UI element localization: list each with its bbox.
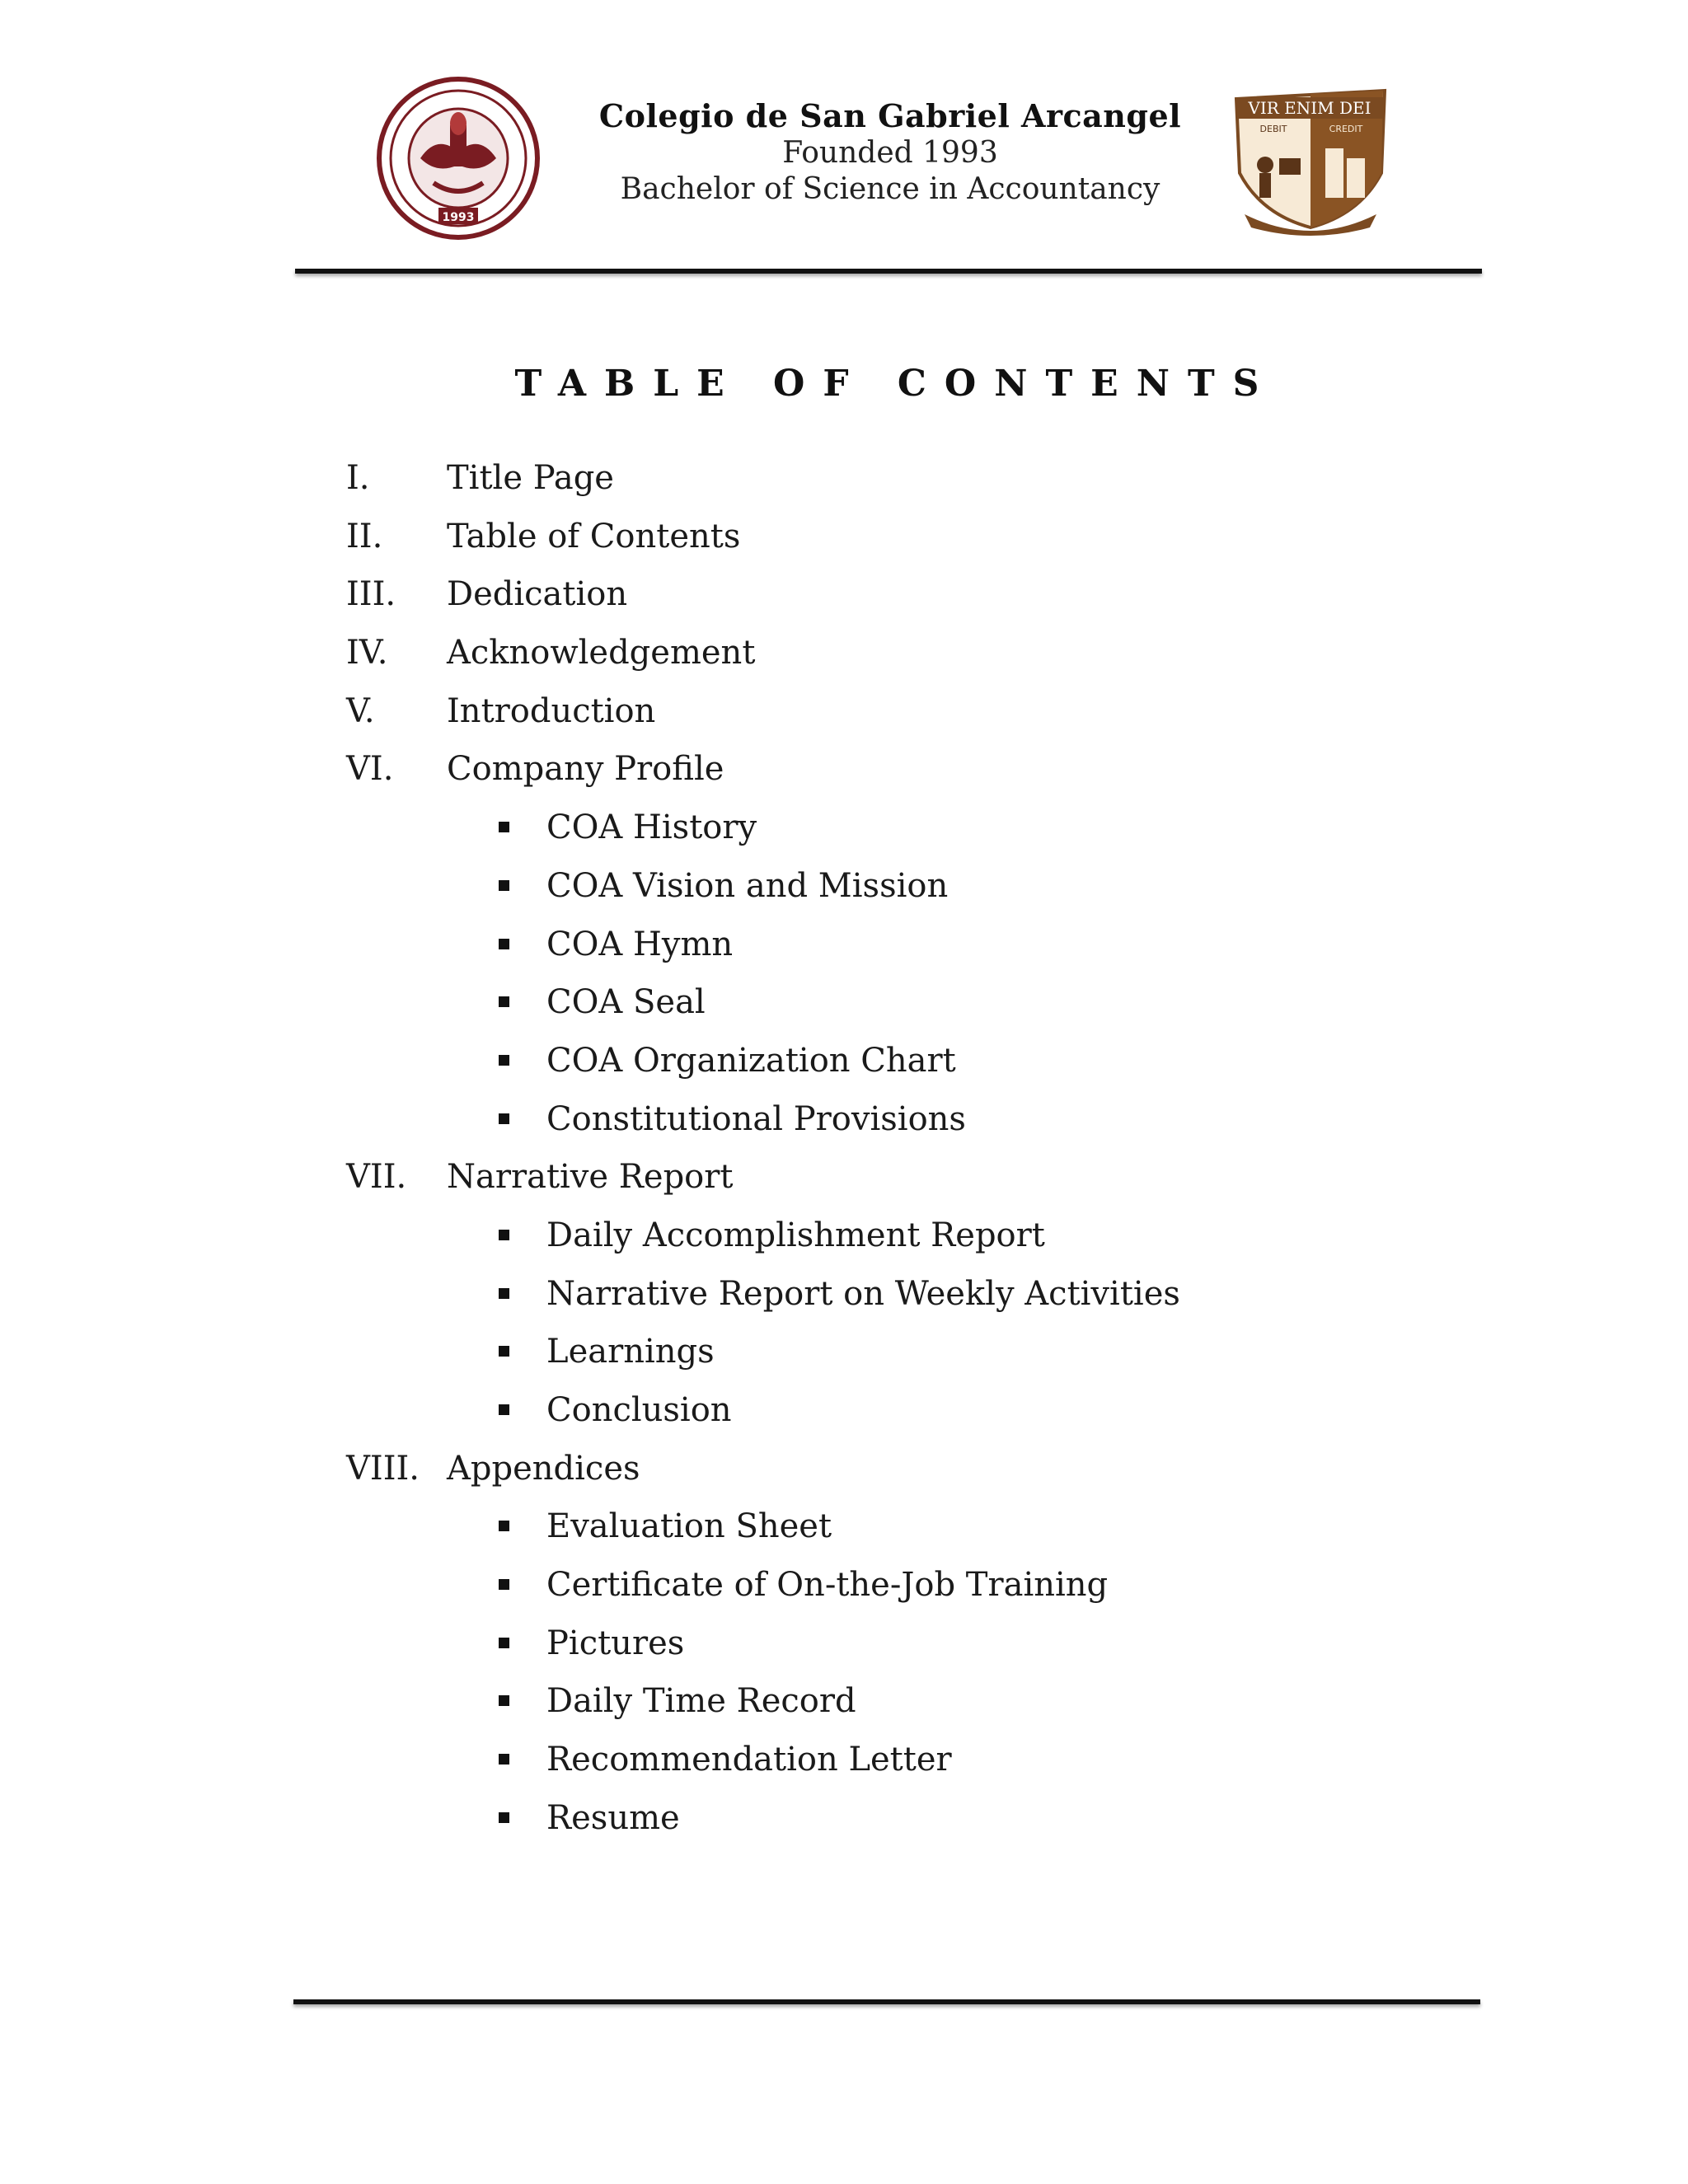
toc-item [0,512,1688,570]
square-bullet-icon [499,1055,509,1066]
toc-title: TABLE OF CONTENTS [514,363,1278,405]
toc-subitem-label: Conclusion [546,1391,732,1429]
header-text-block [577,97,1203,208]
square-bullet-icon [499,1288,509,1299]
toc-subitem-label: COA Hymn [546,925,734,963]
square-bullet-icon [499,1812,509,1823]
toc-item [0,1152,1688,1211]
toc-subitem-label: Narrative Report on Weekly Activities [546,1274,1180,1313]
toc-subitem [0,1676,1688,1735]
square-bullet-icon [499,1346,509,1357]
square-bullet-icon [499,939,509,949]
square-bullet-icon [499,1521,509,1531]
square-bullet-icon [499,1638,509,1648]
footer-divider [293,1999,1480,2004]
toc-item-numeral: IV. [346,634,388,673]
toc-subitem-label: COA Seal [546,983,706,1022]
founded-line: Founded 1993 [782,136,998,170]
toc-subitem [0,1036,1688,1094]
toc-subitem [0,1502,1688,1560]
toc-item-label: Appendices [447,1449,640,1488]
toc-item [0,687,1688,745]
document-header [0,0,1688,272]
crest-motto: VIR ENIM DEI [1248,98,1372,118]
toc-item-numeral: III. [346,575,396,614]
toc-item [0,628,1688,687]
toc-item-numeral: I. [346,459,370,497]
seal-year: 1993 [442,211,475,224]
toc-subitem [0,1619,1688,1677]
program-crest-logo [1228,82,1393,239]
toc-item-label: Acknowledgement [447,634,756,673]
toc-subitem [0,1385,1688,1444]
toc-item-numeral: II. [346,517,383,555]
toc-subitem [0,1269,1688,1328]
toc-subitem-label: Daily Time Record [546,1682,856,1721]
square-bullet-icon [499,1695,509,1706]
toc-subitem-label: COA Organization Chart [546,1041,956,1080]
toc-subitem-label: Constitutional Provisions [546,1099,966,1138]
toc-item-label: Table of Contents [447,517,741,555]
header-divider [295,269,1482,274]
toc-subitem [0,1735,1688,1793]
toc-subitem-label: Resume [546,1798,680,1837]
school-seal-logo [371,76,546,241]
toc-subitem [0,1094,1688,1153]
program-line: Bachelor of Science in Accountancy [620,172,1160,206]
toc-item [0,453,1688,512]
square-bullet-icon [499,996,509,1007]
toc-item-numeral: V. [346,691,375,730]
square-bullet-icon [499,1754,509,1765]
toc-subitem [0,1211,1688,1269]
toc-subitem [0,1793,1688,1852]
toc-subitem-label: Evaluation Sheet [546,1507,832,1546]
toc-item-label: Title Page [447,459,614,497]
toc-list [0,453,1688,1852]
crest-debit: DEBIT [1259,124,1287,134]
square-bullet-icon [499,1230,509,1240]
toc-subitem-label: Certificate of On-the-Job Training [546,1566,1109,1605]
toc-item-label: Dedication [447,575,628,614]
toc-item-numeral: VII. [346,1158,407,1197]
toc-item-numeral: VI. [346,750,394,789]
square-bullet-icon [499,1404,509,1415]
toc-subitem-label: COA Vision and Mission [546,866,949,905]
square-bullet-icon [499,880,509,891]
square-bullet-icon [499,1579,509,1590]
toc-item-label: Company Profile [447,750,724,789]
toc-subitem [0,1560,1688,1619]
toc-subitem-label: Learnings [546,1333,715,1371]
toc-item-label: Narrative Report [447,1158,734,1197]
square-bullet-icon [499,822,509,832]
toc-subitem [0,920,1688,978]
toc-item-label: Introduction [447,691,656,730]
toc-item [0,1444,1688,1502]
school-name: Colegio de San Gabriel Arcangel [598,97,1182,134]
toc-item-numeral: VIII. [346,1449,420,1488]
toc-item [0,744,1688,803]
toc-item [0,569,1688,628]
toc-subitem-label: Pictures [546,1624,685,1662]
toc-subitem [0,977,1688,1036]
square-bullet-icon [499,1113,509,1124]
toc-subitem-label: COA History [546,808,757,847]
toc-subitem-label: Recommendation Letter [546,1741,952,1779]
toc-subitem [0,1327,1688,1385]
toc-subitem [0,861,1688,920]
toc-subitem-label: Daily Accomplishment Report [546,1216,1045,1254]
crest-credit: CREDIT [1329,124,1363,134]
toc-subitem [0,803,1688,861]
